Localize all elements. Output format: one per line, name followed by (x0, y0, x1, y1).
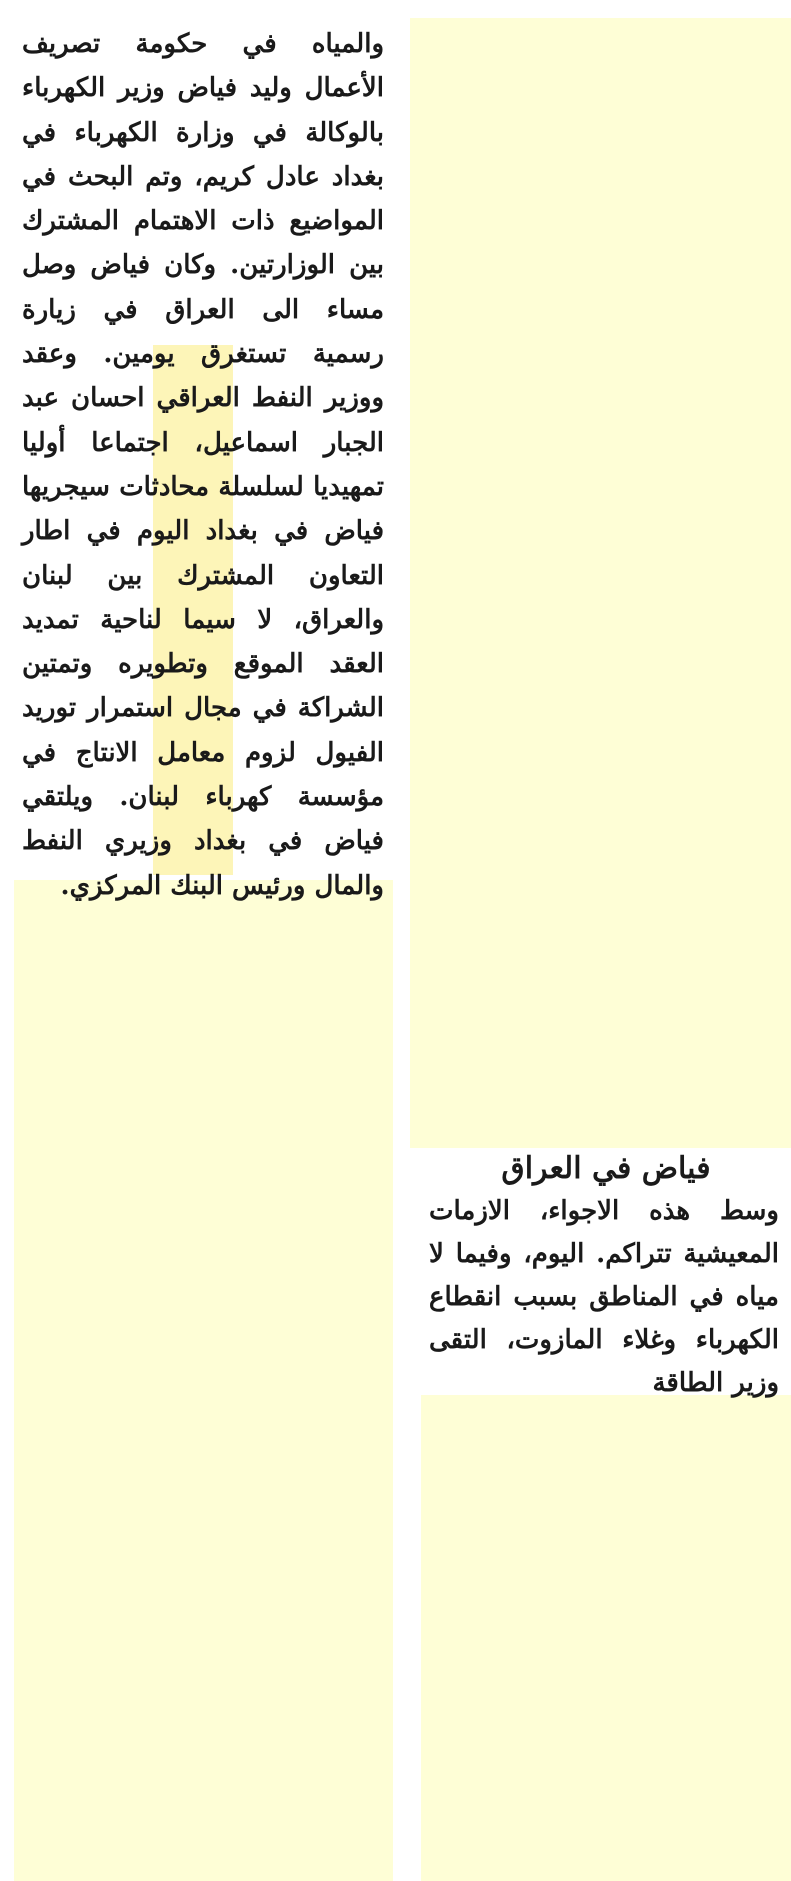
highlight-block-bottom-right (421, 1395, 791, 1881)
article-continuation-text: والمياه في حكومة تصريف الأعمال وليد فياض وزير الكهرباء بالوكالة في وزارة الكهرباء في بغداد عادل كريم، وتم البحث في المواضيع ذات الاهتمام المشترك بين الوزارتين. وكان فياض وصل مساء الى العراق في زيارة رسمية تستغرق يومين. وعقد ووزير النفط العراقي احسان عبد الجبار اسماعيل، اجتماعا أوليا تمهيديا لسلسلة محادثات سيجريها فياض في بغداد اليوم في اطار التعاون المشترك بين لبنان والعراق، لا سيما لناحية تمديد العقد الموقع وتطويره وتمتين الشراكة في مجال استمرار توريد الفيول لزوم معامل الانتاج في مؤسسة كهرباء لبنان. ويلتقي فياض في بغداد وزيري النفط والمال ورئيس البنك المركزي. (22, 29, 384, 901)
article-body: وسط هذه الاجواء، الازمات المعيشية تتراكم. اليوم، وفيما لا مياه في المناطق بسبب انقطاع الكهرباء وغلاء المازوت، التقى وزير الطاقة (429, 1196, 779, 1398)
highlight-block-bottom-left (14, 880, 393, 1881)
article-continuation-column (22, 22, 384, 901)
article-headline: فياض في العراق (501, 1151, 711, 1186)
highlight-block-top-right (410, 18, 791, 1148)
article-start-column (421, 1148, 791, 1398)
